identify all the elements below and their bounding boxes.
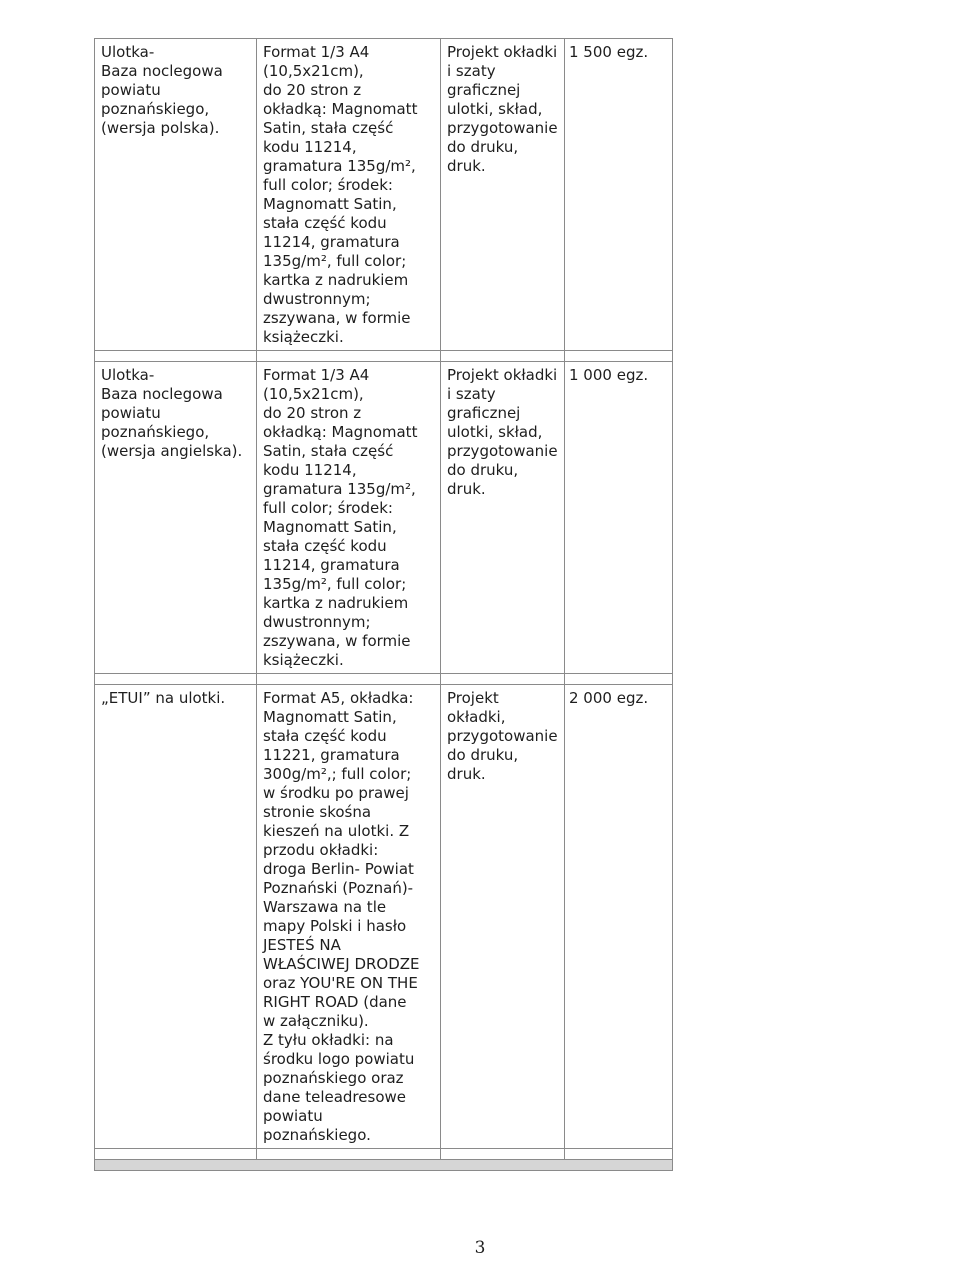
item-scope-cell: Projekt okładki i szaty graficznej ulotki, skład, przygotowanie do druku, druk.	[441, 39, 565, 351]
row-separator	[95, 1149, 673, 1160]
item-quantity-cell: 2 000 egz.	[565, 685, 673, 1149]
item-scope-cell: Projekt okładki i szaty graficznej ulotki, skład, przygotowanie do druku, druk.	[441, 362, 565, 674]
item-quantity-cell: 1 000 egz.	[565, 362, 673, 674]
table-row	[95, 362, 673, 674]
item-spec-cell: Format A5, okładka: Magnomatt Satin, stała część kodu 11221, gramatura 300g/m²,; full color; w środku po prawej stronie skośna kieszeń na ulotki. Z przodu okładki: droga Berlin- Powiat Poznański (Poznań)- Warszawa na tle mapy Polski i hasło JESTEŚ NA WŁAŚCIWEJ DRODZE oraz YOU'RE ON THE RIGHT ROAD (dane w załączniku). Z tyłu okładki: na środku logo powiatu poznańskiego oraz dane teleadresowe powiatu poznańskiego.	[257, 685, 441, 1149]
item-spec-cell: Format 1/3 A4 (10,5x21cm), do 20 stron z okładką: Magnomatt Satin, stała część kodu 11214, gramatura 135g/m², full color; środek: Magnomatt Satin, stała część kodu 11214, gramatura 135g/m², full color; kartka z nadrukiem dwustronnym; zszywana, w formie książeczki.	[257, 362, 441, 674]
order-table	[94, 38, 673, 1171]
row-separator	[95, 351, 673, 362]
row-separator	[95, 674, 673, 685]
item-quantity-cell: 1 500 egz.	[565, 39, 673, 351]
item-name-cell: „ETUI” na ulotki.	[95, 685, 257, 1149]
item-scope-cell: Projekt okładki, przygotowanie do druku, druk.	[441, 685, 565, 1149]
item-name-cell: Ulotka- Baza noclegowa powiatu poznańskiego, (wersja angielska).	[95, 362, 257, 674]
table-row	[95, 39, 673, 351]
item-spec-cell: Format 1/3 A4 (10,5x21cm), do 20 stron z okładką: Magnomatt Satin, stała część kodu 11214, gramatura 135g/m², full color; środek: Magnomatt Satin, stała część kodu 11214, gramatura 135g/m², full color; kartka z nadrukiem dwustronnym; zszywana, w formie książeczki.	[257, 39, 441, 351]
table-row	[95, 685, 673, 1149]
page-number: 3	[474, 1238, 486, 1258]
item-name-cell: Ulotka- Baza noclegowa powiatu poznańskiego, (wersja polska).	[95, 39, 257, 351]
shaded-footer-row	[95, 1160, 673, 1171]
